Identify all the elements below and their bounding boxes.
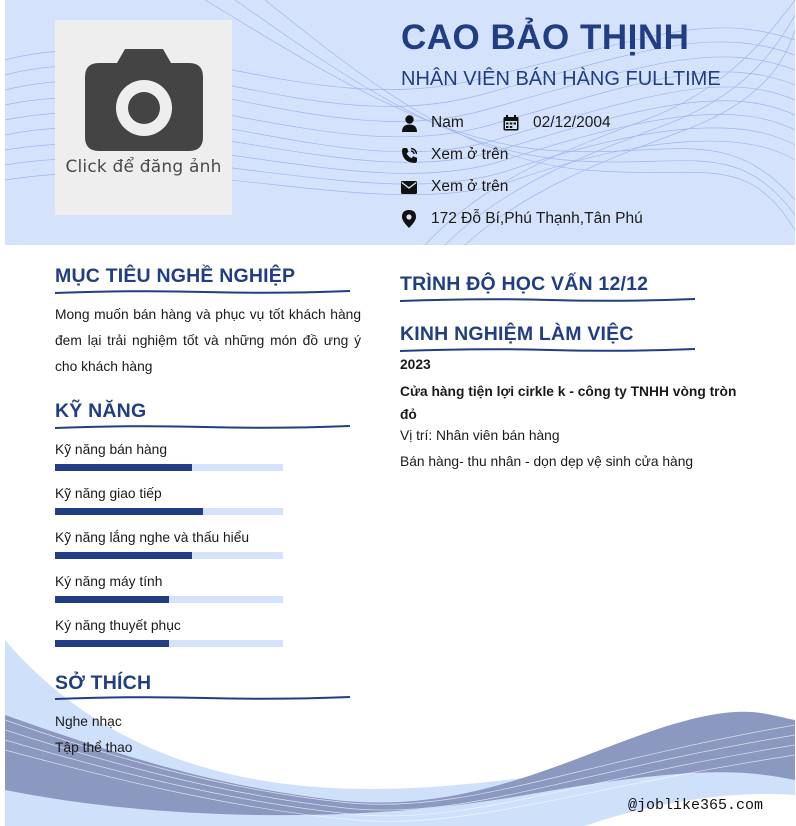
experience-description: Bán hàng- thu nhân - dọn dẹp vệ sinh cửa hàng xyxy=(400,454,694,469)
skill-item xyxy=(55,442,295,457)
phone-value: Xem ở trên xyxy=(431,146,509,163)
skill-item xyxy=(55,618,295,633)
skill-label: Ký năng máy tính xyxy=(55,574,163,589)
experience-role: Vị trí: Nhân viên bán hàng xyxy=(400,428,560,443)
address-row xyxy=(400,210,643,228)
map-pin-icon xyxy=(400,210,418,228)
skills-heading: KỸ NĂNG xyxy=(55,400,147,422)
phone-icon xyxy=(400,146,418,164)
hobby-item: Nghe nhạc xyxy=(55,714,122,729)
skill-label: Kỹ năng bán hàng xyxy=(55,442,168,457)
birthdate-row xyxy=(502,114,611,132)
skill-bar-fill xyxy=(55,596,169,603)
email-row xyxy=(400,178,508,196)
skill-item xyxy=(55,486,295,501)
experience-year: 2023 xyxy=(400,357,431,372)
email-value: Xem ở trên xyxy=(431,178,509,195)
gender-row xyxy=(400,114,464,132)
birthdate-value: 02/12/2004 xyxy=(533,114,611,131)
job-title: NHÂN VIÊN BÁN HÀNG FULLTIME xyxy=(401,68,721,90)
calendar-icon xyxy=(502,114,520,132)
education-heading: TRÌNH ĐỘ HỌC VẤN 12/12 xyxy=(400,273,649,295)
experience-underline xyxy=(400,346,695,354)
skills-underline xyxy=(55,423,350,431)
footer-wave-decoration xyxy=(5,620,795,826)
person-icon xyxy=(400,114,418,132)
hobbies-heading: SỞ THÍCH xyxy=(55,672,152,694)
objective-underline xyxy=(55,288,350,296)
hobby-item: Tập thể thao xyxy=(55,740,133,755)
experience-heading: KINH NGHIỆM LÀM VIỆC xyxy=(400,323,634,345)
skill-item xyxy=(55,530,295,545)
skill-item xyxy=(55,574,295,589)
skill-label: Kỹ năng giao tiếp xyxy=(55,486,162,501)
photo-upload-button[interactable] xyxy=(55,20,232,215)
skill-bar-track xyxy=(55,640,283,647)
candidate-name: CAO BẢO THỊNH xyxy=(401,18,690,57)
skill-bar-track xyxy=(55,552,283,559)
experience-company: Cửa hàng tiện lợi cirkle k - công ty TNHH vòng tròn đỏ xyxy=(400,384,737,422)
education-underline xyxy=(400,296,695,304)
skill-bar-fill xyxy=(55,508,203,515)
envelope-icon xyxy=(400,178,418,196)
cv-page xyxy=(5,0,795,826)
skill-label: Ký năng thuyết phục xyxy=(55,618,181,633)
skill-bar-fill xyxy=(55,464,192,471)
hobbies-underline xyxy=(55,694,350,702)
camera-icon xyxy=(85,49,203,151)
skill-bar-fill xyxy=(55,552,192,559)
watermark: @joblike365.com xyxy=(628,797,764,814)
gender-value: Nam xyxy=(431,114,464,131)
skill-bar-track xyxy=(55,508,283,515)
skill-label: Kỹ năng lắng nghe và thấu hiểu xyxy=(55,530,250,545)
skill-bar-fill xyxy=(55,640,169,647)
phone-row xyxy=(400,146,508,164)
photo-upload-label: Click để đăng ảnh xyxy=(65,157,222,177)
skill-bar-track xyxy=(55,596,283,603)
address-value: 172 Đỗ Bí,Phú Thạnh,Tân Phú xyxy=(431,210,643,227)
skill-bar-track xyxy=(55,464,283,471)
objective-heading: MỤC TIÊU NGHỀ NGHIỆP xyxy=(55,265,296,287)
objective-text: Mong muốn bán hàng và phục vụ tốt khách hàng đem lại trải nghiệm tốt và những món đồ ưng ý cho khách hàng xyxy=(55,307,361,374)
